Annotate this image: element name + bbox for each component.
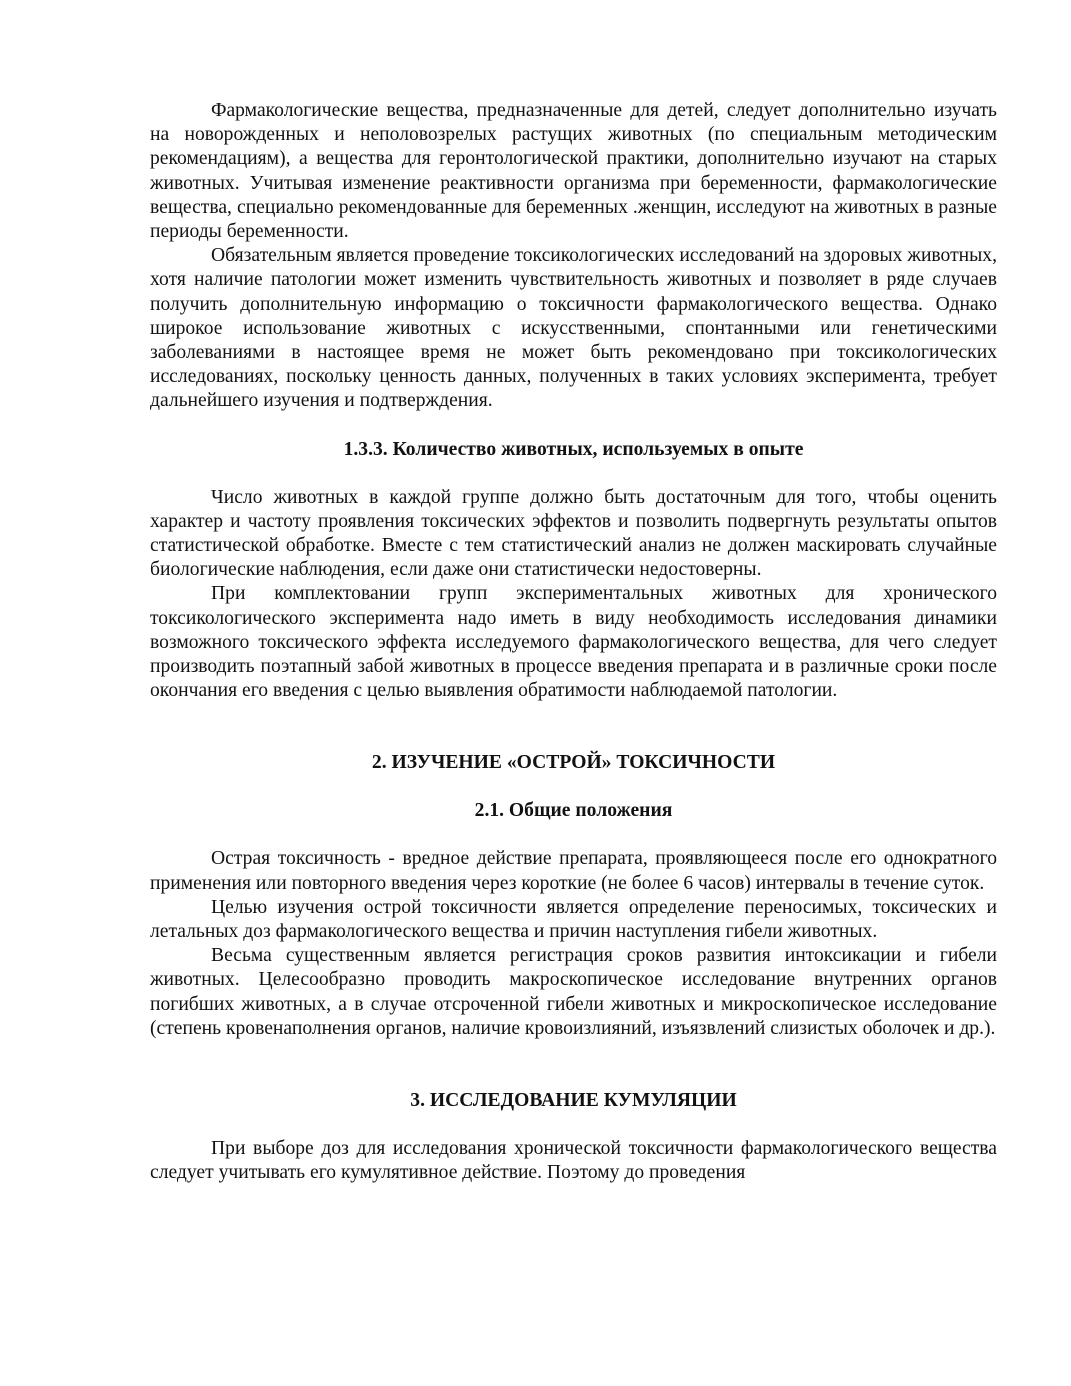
- section-heading-1-3-3: 1.3.3. Количество животных, используемых в опыте: [343, 438, 804, 460]
- paragraph: Целью изучения острой токсичности является определение переносимых, токсических и летальных доз фармакологического вещества и причин наступления гибели животных.: [150, 896, 997, 943]
- paragraph: Обязательным является проведение токсикологических исследований на здоровых животных, хотя наличие патологии может изменить чувствительность животных и позволяет в ряде случаев получить дополнительную информацию о токсичности фармакологического вещества. Однако широкое использование животных с искусственными, спонтанными или генетическими заболеваниями в настоящее время не может быть рекомендовано при токсикологических исследованиях, поскольку ценность данных, полученных в таких условиях эксперимента, требует дальнейшего изучения и подтверждения.: [150, 245, 997, 412]
- section-subheading-2-1: 2.1. Общие положения: [474, 800, 673, 822]
- paragraph: При выборе доз для исследования хронической токсичности фармакологического вещества следует учитывать его кумулятивное действие. Поэтому до проведения: [150, 1138, 997, 1184]
- paragraph: Фармакологические вещества, предназначенные для детей, следует дополнительно изучать на новорожденных и неполовозрелых растущих животных (по специальным методическим рекомендациям), а вещества для геронтологической практики, дополнительно изучают на старых животных. Учитывая изменение реактивности организма при беременности, фармакологические вещества, специально рекомендованные для беременных .женщин, исследуют на животных в разные периоды беременности.: [150, 100, 997, 243]
- paragraph: Число животных в каждой группе должно быть достаточным для того, чтобы оценить характер и частоту проявления токсических эффектов и позволить подвергнуть результаты опытов статистической обработке. Вместе с тем статистический анализ не должен маскировать случайные биологические наблюдения, если даже они статистически недостоверны.: [150, 486, 997, 581]
- document-page: [150, 99, 997, 1186]
- paragraph: При комплектовании групп экспериментальных животных для хронического токсикологического эксперимента надо иметь в виду необходимость исследования динамики возможного токсического эффекта исследуемого фармакологического вещества, для чего следует производить поэтапный забой животных в процессе введения препарата и в различные сроки после окончания его введения с целью выявления обратимости наблюдаемой патологии.: [150, 583, 997, 702]
- paragraph: Острая токсичность - вредное действие препарата, проявляющееся после его однократного применения или повторного введения через короткие (не более 6 часов) интервалы в течение суток.: [150, 848, 997, 894]
- section-heading-3: 3. ИССЛЕДОВАНИЕ КУМУЛЯЦИИ: [410, 1090, 737, 1112]
- paragraph: Весьма существенным является регистрация сроков развития интоксикации и гибели животных. Целесообразно проводить макроскопическое исследование внутренних органов погибших животных, а в случае отсроченной гибели животных и микроскопическое исследование (степень кровенаполнения органов, наличие кровоизлияний, изъязвлений слизистых оболочек и др.).: [150, 945, 997, 1039]
- section-heading-2: 2. ИЗУЧЕНИЕ «ОСТРОЙ» ТОКСИЧНОСТИ: [371, 752, 776, 774]
